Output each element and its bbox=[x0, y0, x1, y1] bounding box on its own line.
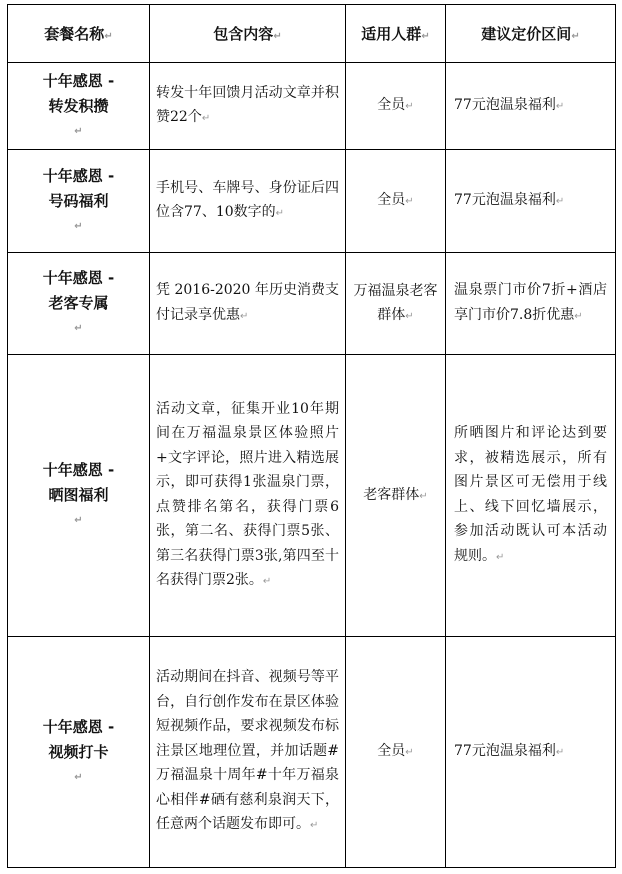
content-text: 活动期间在抖音、视频号等平台，自行创作发布在景区体验短视频作品，要求视频发布标注景区地理位置，并加话题#万福温泉十周年#十年万福泉心相伴#硒有慈利泉润天下，任意两个话题发布即可。 bbox=[156, 669, 339, 833]
package-name-line: 晒图福利 bbox=[48, 486, 109, 504]
table-row bbox=[8, 63, 616, 150]
package-name-line: 十年感恩 - bbox=[42, 71, 115, 90]
package-name-line: 十年感恩 - bbox=[42, 717, 115, 736]
target-text: 全员 bbox=[377, 743, 406, 759]
target-cell: 全员↵ bbox=[346, 637, 446, 868]
header-package-name: 套餐名称↵ bbox=[8, 5, 150, 63]
target-text: 万福温泉老客群体 bbox=[353, 282, 438, 323]
package-name-line: 老客专属 bbox=[48, 294, 109, 312]
content-cell: 转发十年回馈月活动文章并积赞22个↵ bbox=[150, 63, 346, 150]
price-cell: 77元泡温泉福利↵ bbox=[446, 150, 616, 253]
header-target-group: 适用人群↵ bbox=[346, 5, 446, 63]
price-text: 77元泡温泉福利 bbox=[454, 742, 556, 759]
header-price-range: 建议定价区间↵ bbox=[446, 5, 616, 63]
header-label: 建议定价区间 bbox=[481, 25, 572, 43]
header-label: 套餐名称 bbox=[44, 25, 105, 43]
price-text: 77元泡温泉福利 bbox=[454, 96, 556, 113]
price-cell: 所晒图片和评论达到要求，被精选展示，所有图片景区可无偿用于线上、线下回忆墙展示，参加活动既认可本活动规则。↵ bbox=[446, 355, 616, 637]
price-cell: 77元泡温泉福利↵ bbox=[446, 63, 616, 150]
header-label: 包含内容 bbox=[213, 25, 274, 43]
target-cell: 万福温泉老客群体↵ bbox=[346, 253, 446, 355]
content-cell: 活动文章，征集开业10年期间在万福温泉景区体验照片+文字评论，照片进入精选展示，即可获得1张温泉门票，点赞排名第名，获得门票6张，第二名、获得门票5张、第三名获得门票3张,第四至十名获得门票2张。↵ bbox=[150, 355, 346, 637]
table-row bbox=[8, 637, 616, 868]
price-cell: 温泉票门市价7折+酒店享门市价7.8折优惠↵ bbox=[446, 253, 616, 355]
package-name-cell: 十年感恩 - 转发积攒 ↵ bbox=[8, 63, 150, 150]
content-text: 凭 2016-2020 年历史消费支付记录享优惠 bbox=[156, 282, 339, 323]
target-cell: 全员↵ bbox=[346, 63, 446, 150]
package-name-line: 号码福利 bbox=[48, 191, 109, 210]
package-name-line: 十年感恩 - bbox=[42, 461, 115, 479]
package-name-line: 十年感恩 - bbox=[42, 166, 115, 185]
package-table bbox=[7, 4, 616, 868]
target-cell: 老客群体↵ bbox=[346, 355, 446, 637]
table-row bbox=[8, 253, 616, 355]
content-cell: 活动期间在抖音、视频号等平台，自行创作发布在景区体验短视频作品，要求视频发布标注景区地理位置，并加话题#万福温泉十周年#十年万福泉心相伴#硒有慈利泉润天下，任意两个话题发布即可。↵ bbox=[150, 637, 346, 868]
content-text: 转发十年回馈月活动文章并积赞22个 bbox=[156, 84, 339, 125]
header-row bbox=[8, 5, 616, 63]
header-label: 适用人群 bbox=[361, 25, 422, 43]
header-content: 包含内容↵ bbox=[150, 5, 346, 63]
package-name-cell: 十年感恩 - 晒图福利 ↵ bbox=[8, 355, 150, 637]
price-cell: 77元泡温泉福利↵ bbox=[446, 637, 616, 868]
price-text: 77元泡温泉福利 bbox=[454, 191, 556, 208]
price-text: 温泉票门市价7折+酒店享门市价7.8折优惠 bbox=[454, 282, 607, 323]
package-name-line: 视频打卡 bbox=[48, 742, 109, 761]
package-name-cell: 十年感恩 - 视频打卡 ↵ bbox=[8, 637, 150, 868]
target-text: 全员 bbox=[377, 192, 406, 208]
price-text: 所晒图片和评论达到要求，被精选展示，所有图片景区可无偿用于线上、线下回忆墙展示，参加活动既认可本活动规则。 bbox=[454, 425, 607, 564]
content-text: 手机号、车牌号、身份证后四位含77、10数字的 bbox=[156, 179, 339, 220]
content-cell: 手机号、车牌号、身份证后四位含77、10数字的↵ bbox=[150, 150, 346, 253]
package-name-cell: 十年感恩 - 老客专属 ↵ bbox=[8, 253, 150, 355]
table-row bbox=[8, 355, 616, 637]
target-text: 老客群体 bbox=[363, 486, 420, 503]
content-cell: 凭 2016-2020 年历史消费支付记录享优惠↵ bbox=[150, 253, 346, 355]
content-text: 活动文章，征集开业10年期间在万福温泉景区体验照片+文字评论，照片进入精选展示，即可获得1张温泉门票，点赞排名第名，获得门票6张，第二名、获得门票5张、第三名获得门票3张,第四至十名获得门票2张。 bbox=[156, 400, 339, 588]
table-row bbox=[8, 150, 616, 253]
package-name-line: 转发积攒 bbox=[48, 96, 109, 115]
package-name-cell: 十年感恩 - 号码福利 ↵ bbox=[8, 150, 150, 253]
package-name-line: 十年感恩 - bbox=[42, 269, 115, 287]
target-text: 全员 bbox=[377, 97, 406, 113]
target-cell: 全员↵ bbox=[346, 150, 446, 253]
